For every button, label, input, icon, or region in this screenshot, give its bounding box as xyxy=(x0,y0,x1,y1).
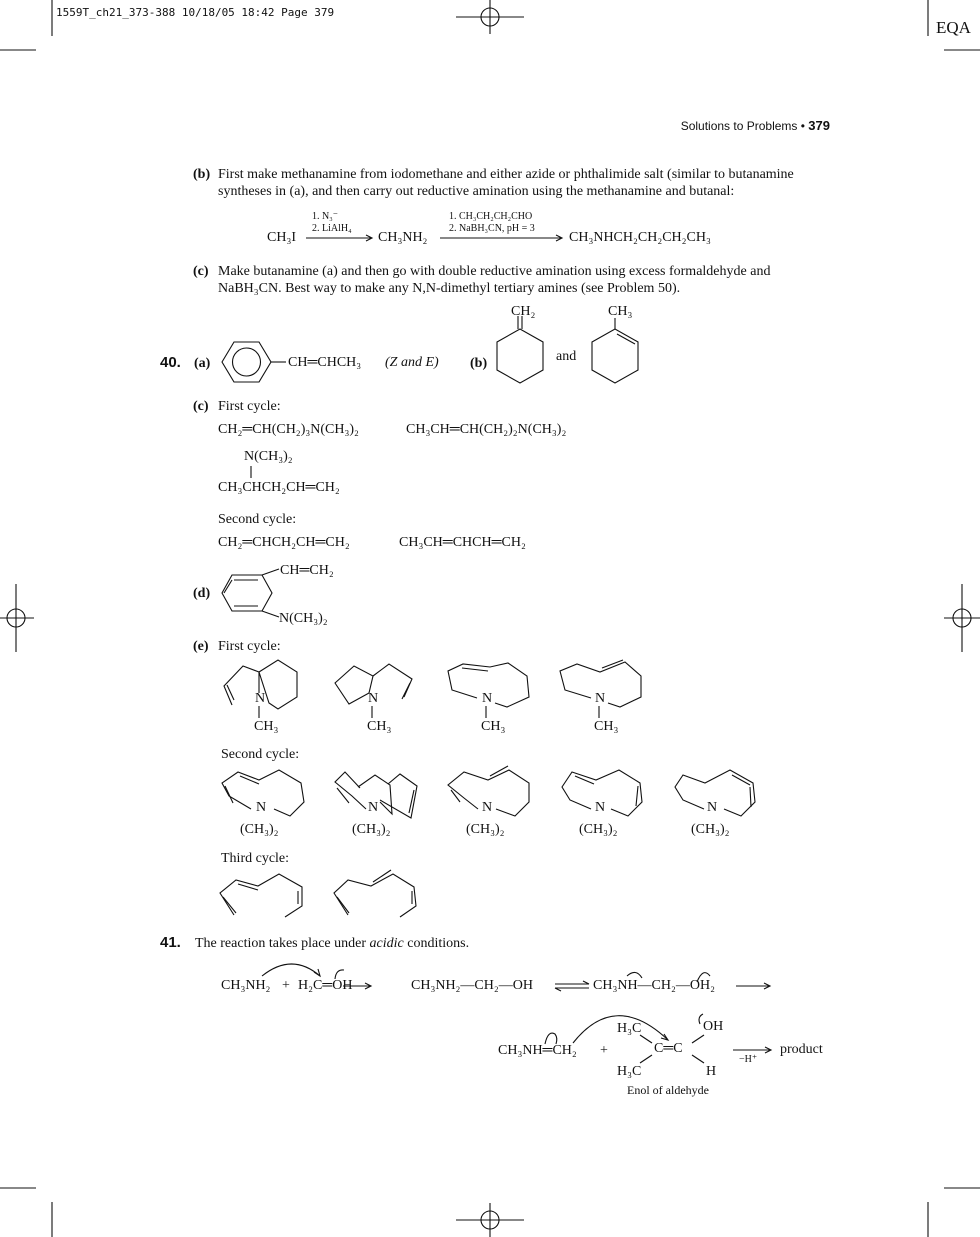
e4-n: N xyxy=(595,691,606,706)
scheme-step1b: 2. LiAlH₄ xyxy=(312,223,352,234)
r2-plus: + xyxy=(600,1043,608,1058)
p40-c-f1: CH₂═CH(CH₂)₃N(CH₃)₂ xyxy=(218,422,359,437)
p41-intro-a: The reaction takes place under xyxy=(195,936,367,951)
r1-a: CH₃NH₂ xyxy=(221,978,271,993)
page-number: 379 xyxy=(808,118,830,133)
r2-product: product xyxy=(780,1042,823,1057)
p41-intro-c: conditions. xyxy=(407,936,470,951)
part-b-line1: First make methanamine from iodomethane and either azide or phthalimide salt (similar to butanamine xyxy=(218,167,794,182)
printer-slug: 1559T_ch21_373-388 10/18/05 18:42 Page 379 xyxy=(56,6,335,19)
s1-nme: (CH₃)₂ xyxy=(240,822,279,837)
part-c-label: (c) xyxy=(193,264,209,279)
r1-c: CH₃NH₂—CH₂—OH xyxy=(411,978,533,993)
p40-c-f3-top: N(CH₃)₂ xyxy=(244,449,293,464)
running-head-text: Solutions to Problems • xyxy=(680,119,805,133)
e3-ch3: CH₃ xyxy=(481,719,506,734)
part-b-label: (b) xyxy=(193,167,211,182)
p40-a-chain: CH═CHCH₃ xyxy=(288,355,362,370)
s1-n: N xyxy=(256,800,267,815)
p40-a-note: (Z and E) xyxy=(385,355,439,370)
p41-intro-b: acidic xyxy=(369,936,404,951)
p40-c-second: Second cycle: xyxy=(218,512,297,527)
r2-a: CH₃NH═CH₂ xyxy=(498,1043,577,1058)
scheme-step2b: 2. NaBH₃CN, pH = 3 xyxy=(449,223,535,234)
p40-a-label: (a) xyxy=(194,356,211,371)
s3-n: N xyxy=(482,800,493,815)
p40-c-f2: CH₃CH═CH(CH₂)₂N(CH₃)₂ xyxy=(406,422,567,437)
e1-ch3: CH₃ xyxy=(254,719,279,734)
s4-nme: (CH₃)₂ xyxy=(579,822,618,837)
r1-d: CH₃NH—CH₂—OH₂ xyxy=(593,978,715,993)
r2-cc: C═C xyxy=(654,1041,683,1056)
p40-b-and: and xyxy=(556,349,577,364)
p40-e-third: Third cycle: xyxy=(221,851,290,866)
r2-h3c-top: H₃C xyxy=(617,1021,642,1036)
r2-h3c-bot: H₃C xyxy=(617,1064,642,1079)
p40-c-first: First cycle: xyxy=(218,399,281,414)
part-c-line1: Make butanamine (a) and then go with double reductive amination using excess formaldehyde and xyxy=(218,264,771,279)
p40-c-f3: CH₃CHCH₂CH═CH₂ xyxy=(218,480,340,495)
e4-ch3: CH₃ xyxy=(594,719,619,734)
p40-d-bottom: N(CH₃)₂ xyxy=(279,611,328,626)
scheme-start: CH₃I xyxy=(267,230,296,245)
part-b-line2: syntheses in (a), and then carry out reductive amination using the methanamine and butanal: xyxy=(218,184,735,199)
p40-d-label: (d) xyxy=(193,586,211,601)
s3-nme: (CH₃)₂ xyxy=(466,822,505,837)
r2-arrow-label: −H⁺ xyxy=(739,1054,758,1065)
r2-caption: Enol of aldehyde xyxy=(627,1083,709,1097)
p40-c-label: (c) xyxy=(193,399,209,414)
p40-e-first: First cycle: xyxy=(218,639,281,654)
p40-b-label: (b) xyxy=(470,356,488,371)
s5-n: N xyxy=(707,800,718,815)
scheme-mid: CH₃NH₂ xyxy=(378,230,428,245)
r2-h: H xyxy=(706,1064,717,1079)
e2-ch3: CH₃ xyxy=(367,719,392,734)
problem-40-number: 40. xyxy=(160,354,181,371)
s2-n: N xyxy=(368,800,379,815)
p40-b-sub2: CH₃ xyxy=(608,304,633,319)
r2-oh: OH xyxy=(703,1019,724,1034)
corner-mark: EQA xyxy=(936,18,971,37)
s5-nme: (CH₃)₂ xyxy=(691,822,730,837)
p40-c-s2: CH₃CH═CHCH═CH₂ xyxy=(399,535,526,550)
r1-plus: + xyxy=(282,978,290,993)
p40-e-label: (e) xyxy=(193,639,209,654)
r1-b: H₂C═OH xyxy=(298,978,353,993)
e1-n: N xyxy=(255,691,266,706)
s4-n: N xyxy=(595,800,606,815)
scheme-step2a: 1. CH₃CH₂CH₂CHO xyxy=(449,211,533,222)
p40-e-second: Second cycle: xyxy=(221,747,300,762)
e3-n: N xyxy=(482,691,493,706)
problem-41-number: 41. xyxy=(160,934,181,951)
scheme-product: CH₃NHCH₂CH₂CH₂CH₃ xyxy=(569,230,711,245)
e2-n: N xyxy=(368,691,379,706)
p40-b-sub1: CH₂ xyxy=(511,304,536,319)
p41-intro xyxy=(195,935,469,952)
s2-nme: (CH₃)₂ xyxy=(352,822,391,837)
p40-c-s1: CH₂═CHCH₂CH═CH₂ xyxy=(218,535,350,550)
p40-d-top: CH═CH₂ xyxy=(280,563,334,578)
scheme-step1a: 1. N₃⁻ xyxy=(312,211,338,222)
part-c-line2: NaBH₃CN. Best way to make any N,N-dimethyl tertiary amines (see Problem 50). xyxy=(218,281,681,296)
running-head xyxy=(681,118,830,133)
